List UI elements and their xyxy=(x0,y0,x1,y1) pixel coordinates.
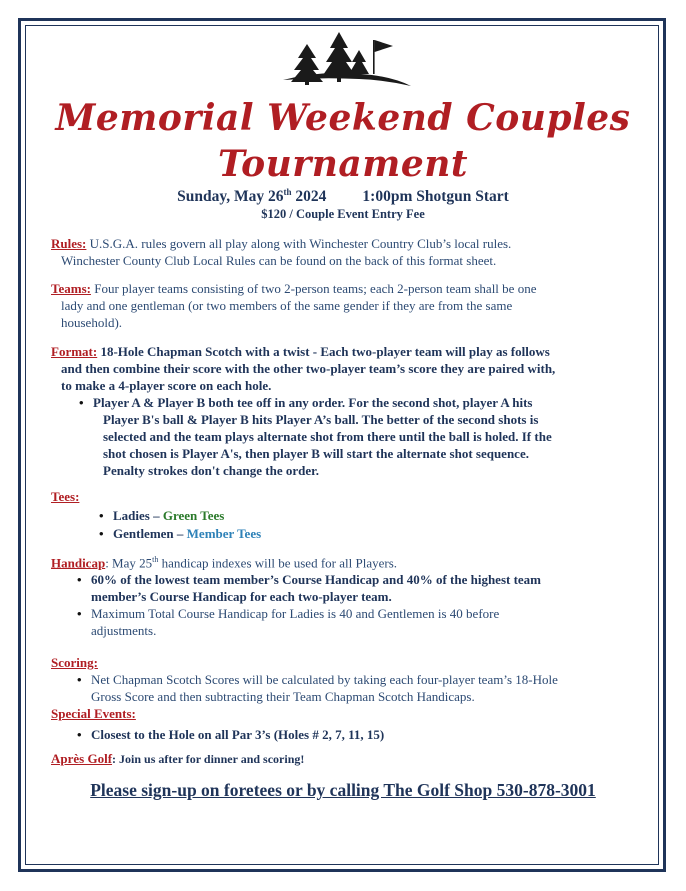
apres-golf-label: Après Golf xyxy=(51,751,113,766)
tees-ladies: • Ladies – Green Tees xyxy=(99,508,225,523)
special-events-label: Special Events: xyxy=(51,706,136,721)
format-bullet-line: selected and the team plays alternate shot from there until the ball is holed. If the xyxy=(103,429,552,444)
special-events-bullet: • Closest to the Hole on all Par 3’s (Holes # 2, 7, 11, 15) xyxy=(77,727,385,742)
tees-gentlemen: • Gentlemen – Member Tees xyxy=(99,526,262,541)
tees-section xyxy=(51,488,631,542)
format-bullet-line: Player B's ball & Player B hits Player A’s ball. The better of the second shots is xyxy=(103,412,539,427)
teams-text-2: lady and one gentleman (or two members of the same gender if they are from the same xyxy=(61,298,513,313)
date-ordinal: th xyxy=(283,187,292,197)
teams-text-3: household). xyxy=(61,315,123,330)
tournament-title-line2: Tournament xyxy=(217,143,469,185)
handicap-list xyxy=(51,571,631,639)
entry-fee: $120 / Couple Event Entry Fee xyxy=(261,207,425,221)
event-date: Sunday, May 26 xyxy=(177,188,284,206)
tees-label: Tees: xyxy=(51,489,80,504)
format-bullets xyxy=(51,394,631,479)
teams-text-1: Four player teams consisting of two 2-person teams; each 2-person team shall be one xyxy=(90,281,537,296)
format-bullet-item: • Player A & Player B both tee off in any order. For the second shot, player A hits Player B's ball & Player B hits Player A’s ball. The better of the second shots is selected and the team plays alternate shot from there until the ball is holed. If the shot chosen is Player A's, then player B will start the alternate shot sequence. Penalty strokes don't change the order. xyxy=(93,394,631,479)
rules-section xyxy=(51,235,631,269)
handicap-label: Handicap xyxy=(51,555,106,571)
scoring-list xyxy=(51,671,631,705)
rules-text-1: U.S.G.A. rules govern all play along with Winchester Country Club’s local rules. xyxy=(86,236,512,251)
format-bullet-line: Penalty strokes don't change the order. xyxy=(103,463,319,478)
apres-golf-text: : Join us after for dinner and scoring! xyxy=(112,752,305,766)
scoring-label: Scoring: xyxy=(51,655,98,670)
green-tees: Green Tees xyxy=(162,508,225,523)
format-text-3: to make a 4-player score on each hole. xyxy=(61,378,272,393)
special-events-section xyxy=(51,705,631,743)
format-text-1: 18-Hole Chapman Scotch with a twist - Each two-player team will play as follows xyxy=(97,344,550,359)
event-start-time: 1:00pm Shotgun Start xyxy=(362,188,509,206)
tournament-title-line1: Memorial Weekend Couples xyxy=(55,97,631,139)
apres-golf-section xyxy=(51,750,631,768)
rules-label: Rules: xyxy=(51,236,87,251)
handicap-section: Handicap: May 25th handicap indexes will be used for all Players. • 60% of the lowest team member’s Course Handicap and 40% of the highest team member’s Course Handicap for each two-player team. • Maximum Total Course Handicap for Ladies is 40 and Gentlemen is 40 before adjustments. xyxy=(51,551,631,639)
pine-trees-flag-logo-icon xyxy=(281,30,413,92)
event-date-line xyxy=(30,187,656,206)
teams-label: Teams: xyxy=(51,281,91,296)
format-label: Format: xyxy=(51,344,98,359)
format-text-2: and then combine their score with the other two-player team’s score they are paired with, xyxy=(61,361,556,376)
event-year: 2024 xyxy=(291,188,327,206)
member-tees: Member Tees xyxy=(186,526,262,541)
scoring-section xyxy=(51,654,631,705)
handicap-bullet-1: • 60% of the lowest team member’s Course Handicap and 40% of the highest team member’s Course Handicap for each two-player team. xyxy=(77,572,542,605)
scoring-bullet: • Net Chapman Scotch Scores will be calculated by taking each four-player team’s 18-Hole Gross Score and then subtracting their Team Chapman Scotch Handicaps. xyxy=(77,672,558,704)
handicap-bullet-2: • Maximum Total Course Handicap for Ladies is 40 and Gentlemen is 40 before adjustments. xyxy=(77,606,500,639)
format-section xyxy=(51,343,631,479)
tees-list xyxy=(51,507,631,542)
format-bullet-line: Player A & Player B both tee off in any order. For the second shot, player A hits xyxy=(93,395,533,410)
teams-section xyxy=(51,280,631,331)
signup-link[interactable]: Please sign-up on foretees or by calling The Golf Shop 530-878-3001 xyxy=(90,780,596,800)
rules-text-2: Winchester County Club Local Rules can be found on the back of this format sheet. xyxy=(61,253,497,268)
format-bullet-line: shot chosen is Player A's, then player B will start the alternate shot sequence. xyxy=(103,446,529,461)
special-events-list xyxy=(51,726,631,743)
